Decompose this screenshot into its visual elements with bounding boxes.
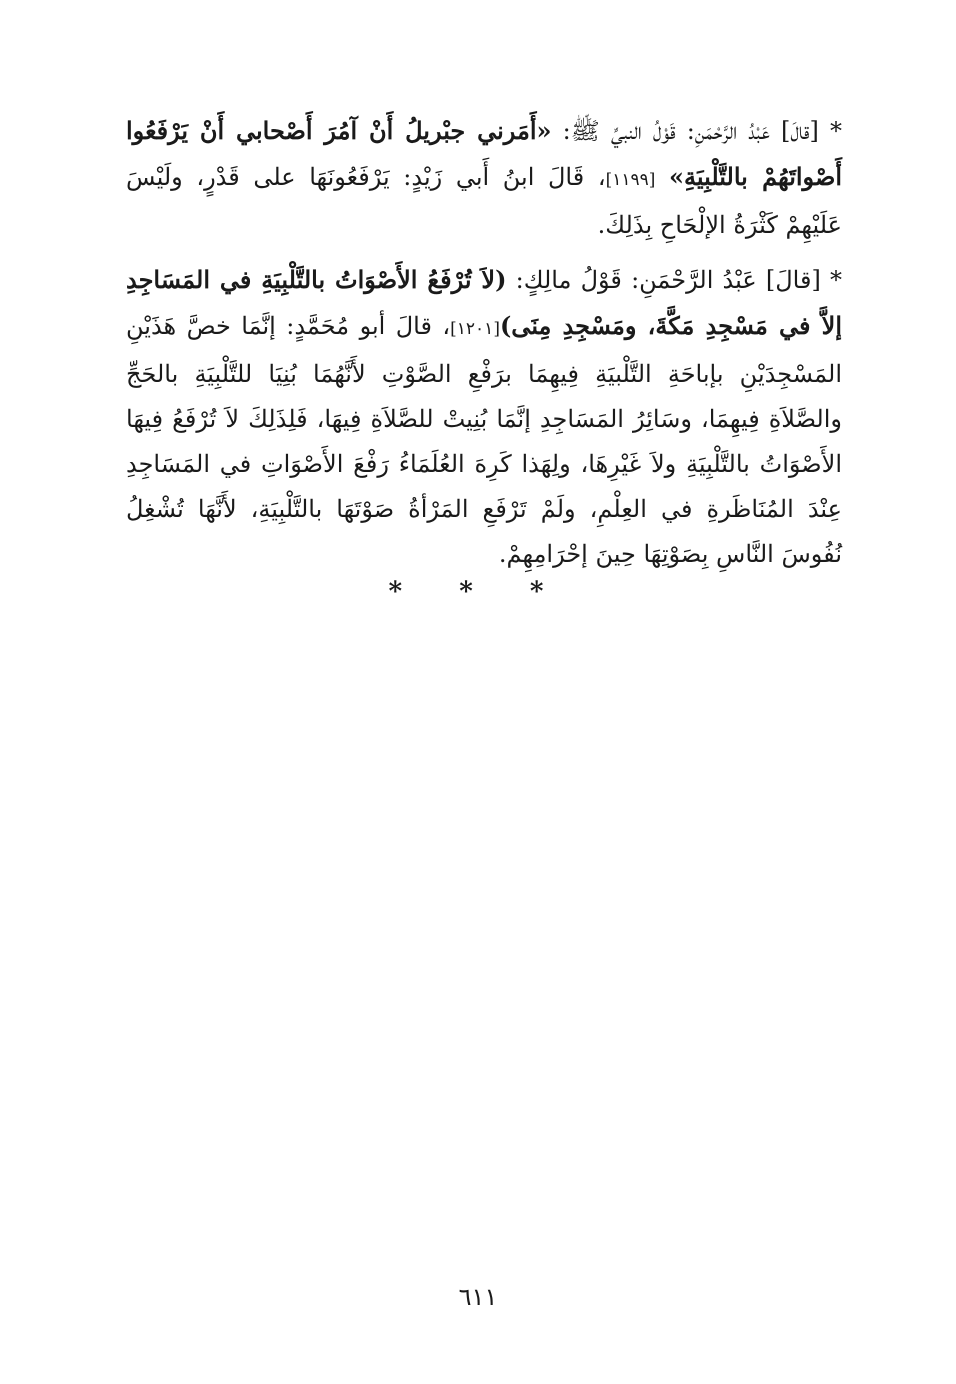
main-text [126, 108, 842, 586]
reference-number: [١٢٠١] [450, 319, 500, 339]
paragraph-marker: * [830, 266, 843, 294]
paragraph-1 [126, 108, 842, 248]
paragraph-marker: * [829, 117, 842, 145]
malik-quote: (لاَ تُرْفَعُ الأَصْوَاتُ بالتَّلْبِيَةِ في المَسَاجِدِ إلاَّ في مَسْجِدِ مَكَّةَ، ومَسْجِدِ مِنَى) [126, 265, 843, 340]
paragraph-intro: [قالَ] عَبْدُ الرَّحْمَنِ: قَوْلُ النبيِّ ﷺ: [562, 117, 819, 145]
reference-number: [١١٩٩] [605, 170, 656, 190]
paragraph-text: ، قالَ أبو مُحَمَّدٍ: إنَّمَا خصَّ هَذَيْنِ المَسْجِدَيْنِ بإباحَةِ التَّلْبيَةِ فِيهِمَا برَفْعِ الصَّوْتِ لأَنَّهُمَا بُنِيَا للتَّلْبِيَةِ بالحَجِّ والصَّلاَةِ فِيهِمَا، وسَائِرُ المَسَاجِدِ إنَّمَا بُنِيتْ للصَّلاَةِ فِيهَا، فَلِذَلِكَ لاَ تُرْفَعُ فِيهَا الأَصْوَاتُ بالتَّلْبِيَةِ ولاَ غَيْرِهَا، ولِهَذا كَرِهَ العُلَمَاءُ رَفْعَ الأَصْوَاتِ في المَسَاجِدِ عِنْدَ المُنَاظَرةِ في العِلْمِ، ولَمْ تَرْفَعِ المَرْأةُ صَوْتَهَا بالتَّلْبِيَةِ، لأَنَّهَا تُشْغِلُ نُفُوسَ النَّاسِ بِصَوْتِهَا حِينَ إحْرَامِهِمْ. [126, 312, 842, 568]
section-divider: * * * [388, 577, 568, 607]
page-number: ٦١١ [458, 1283, 498, 1311]
paragraph-intro: [قالَ] عَبْدُ الرَّحْمَنِ: قَوْلُ مالِكٍ: [515, 266, 821, 294]
hadith-quote: «أَمَرني جبْريلُ أَنْ آمُرَ أَصْحابي أَنْ يَرْفَعُوا أَصْواتَهُمْ بالتَّلْبِيَةِ» [126, 116, 843, 191]
paragraph-text: ، قَالَ ابنُ أَبي زَيْدٍ: يَرْفَعُونَهَا على قَدْرٍ، ولَيْسَ عَلَيْهِمْ كَثْرَةُ الإلْحَاحِ بِذَلِكَ. [126, 163, 842, 239]
paragraph-2 [126, 257, 842, 577]
